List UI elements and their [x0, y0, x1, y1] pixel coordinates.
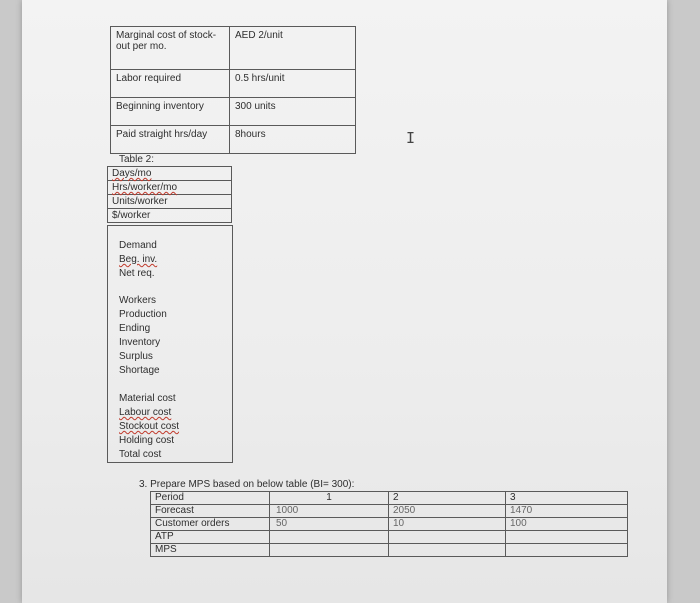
table-cell-label: Beginning inventory	[111, 98, 230, 126]
mps-table	[150, 491, 628, 557]
table-cell-label: MPS	[151, 544, 270, 557]
question-3-text: 3. Prepare MPS based on below table (BI= 300):	[139, 479, 355, 490]
table-cell: Days/mo	[108, 167, 232, 181]
table-row	[151, 505, 628, 518]
table-cell: Hrs/worker/mo	[108, 181, 232, 195]
table-cell-label: Forecast	[151, 505, 270, 518]
table-cell-label: Customer orders	[151, 518, 270, 531]
table-cell: 1	[270, 492, 389, 505]
row-label: Inventory	[119, 337, 161, 348]
table-cell-label: Labor required	[111, 70, 230, 98]
table-cell	[506, 544, 628, 557]
table-cell	[270, 531, 389, 544]
table-cell: 2	[389, 492, 506, 505]
document-page	[22, 0, 667, 603]
table-cell: 3	[506, 492, 628, 505]
table-row	[108, 195, 232, 209]
table-row	[151, 492, 628, 505]
table-row	[108, 167, 232, 181]
table-row	[108, 209, 232, 223]
table-cell	[389, 531, 506, 544]
table-cell-value: 300 units	[230, 98, 356, 126]
row-label: Demand	[119, 240, 157, 251]
row-label: Net req.	[119, 268, 155, 279]
row-label: Ending	[119, 323, 151, 334]
table-cell-value: 8hours	[230, 126, 356, 154]
table-row	[111, 27, 356, 70]
row-label: Workers	[119, 295, 157, 306]
cost-group	[119, 392, 179, 462]
row-label: Shortage	[119, 365, 160, 376]
table-cell: 1470	[506, 505, 628, 518]
row-label: Surplus	[119, 351, 153, 362]
table-row	[151, 531, 628, 544]
table-cell: 100	[506, 518, 628, 531]
table-cell: Units/worker	[108, 195, 232, 209]
table-row	[111, 98, 356, 126]
row-label: Beg. inv.	[119, 254, 158, 265]
row-label: Production	[119, 309, 167, 320]
production-group	[119, 294, 167, 378]
table-cell: 50	[270, 518, 389, 531]
table-row	[108, 181, 232, 195]
table-row	[111, 126, 356, 154]
demand-group	[119, 239, 157, 281]
table-cell	[506, 531, 628, 544]
row-label: Material cost	[119, 393, 176, 404]
table-cell	[270, 544, 389, 557]
table-cell: 10	[389, 518, 506, 531]
row-label: Holding cost	[119, 435, 175, 446]
table-cell: 1000	[270, 505, 389, 518]
row-label: Stockout cost	[119, 421, 180, 432]
table2-body	[107, 225, 233, 463]
row-label: Labour cost	[119, 407, 172, 418]
table-cell-label: Paid straight hrs/day	[111, 126, 230, 154]
table-cell-label: Marginal cost of stock-out per mo.	[111, 27, 230, 70]
table-row	[151, 518, 628, 531]
parameters-table	[110, 26, 356, 154]
table2-caption: Table 2:	[119, 154, 155, 165]
table-row	[111, 70, 356, 98]
table-cell: $/worker	[108, 209, 232, 223]
table-cell: 2050	[389, 505, 506, 518]
table-row	[151, 544, 628, 557]
table-cell-value: 0.5 hrs/unit	[230, 70, 356, 98]
table-cell-value: AED 2/unit	[230, 27, 356, 70]
table2-header-table	[107, 166, 232, 223]
text-cursor-icon: I	[406, 129, 416, 147]
table-cell	[389, 544, 506, 557]
table-cell-label: ATP	[151, 531, 270, 544]
table-cell-label: Period	[151, 492, 270, 505]
row-label: Total cost	[119, 449, 162, 460]
